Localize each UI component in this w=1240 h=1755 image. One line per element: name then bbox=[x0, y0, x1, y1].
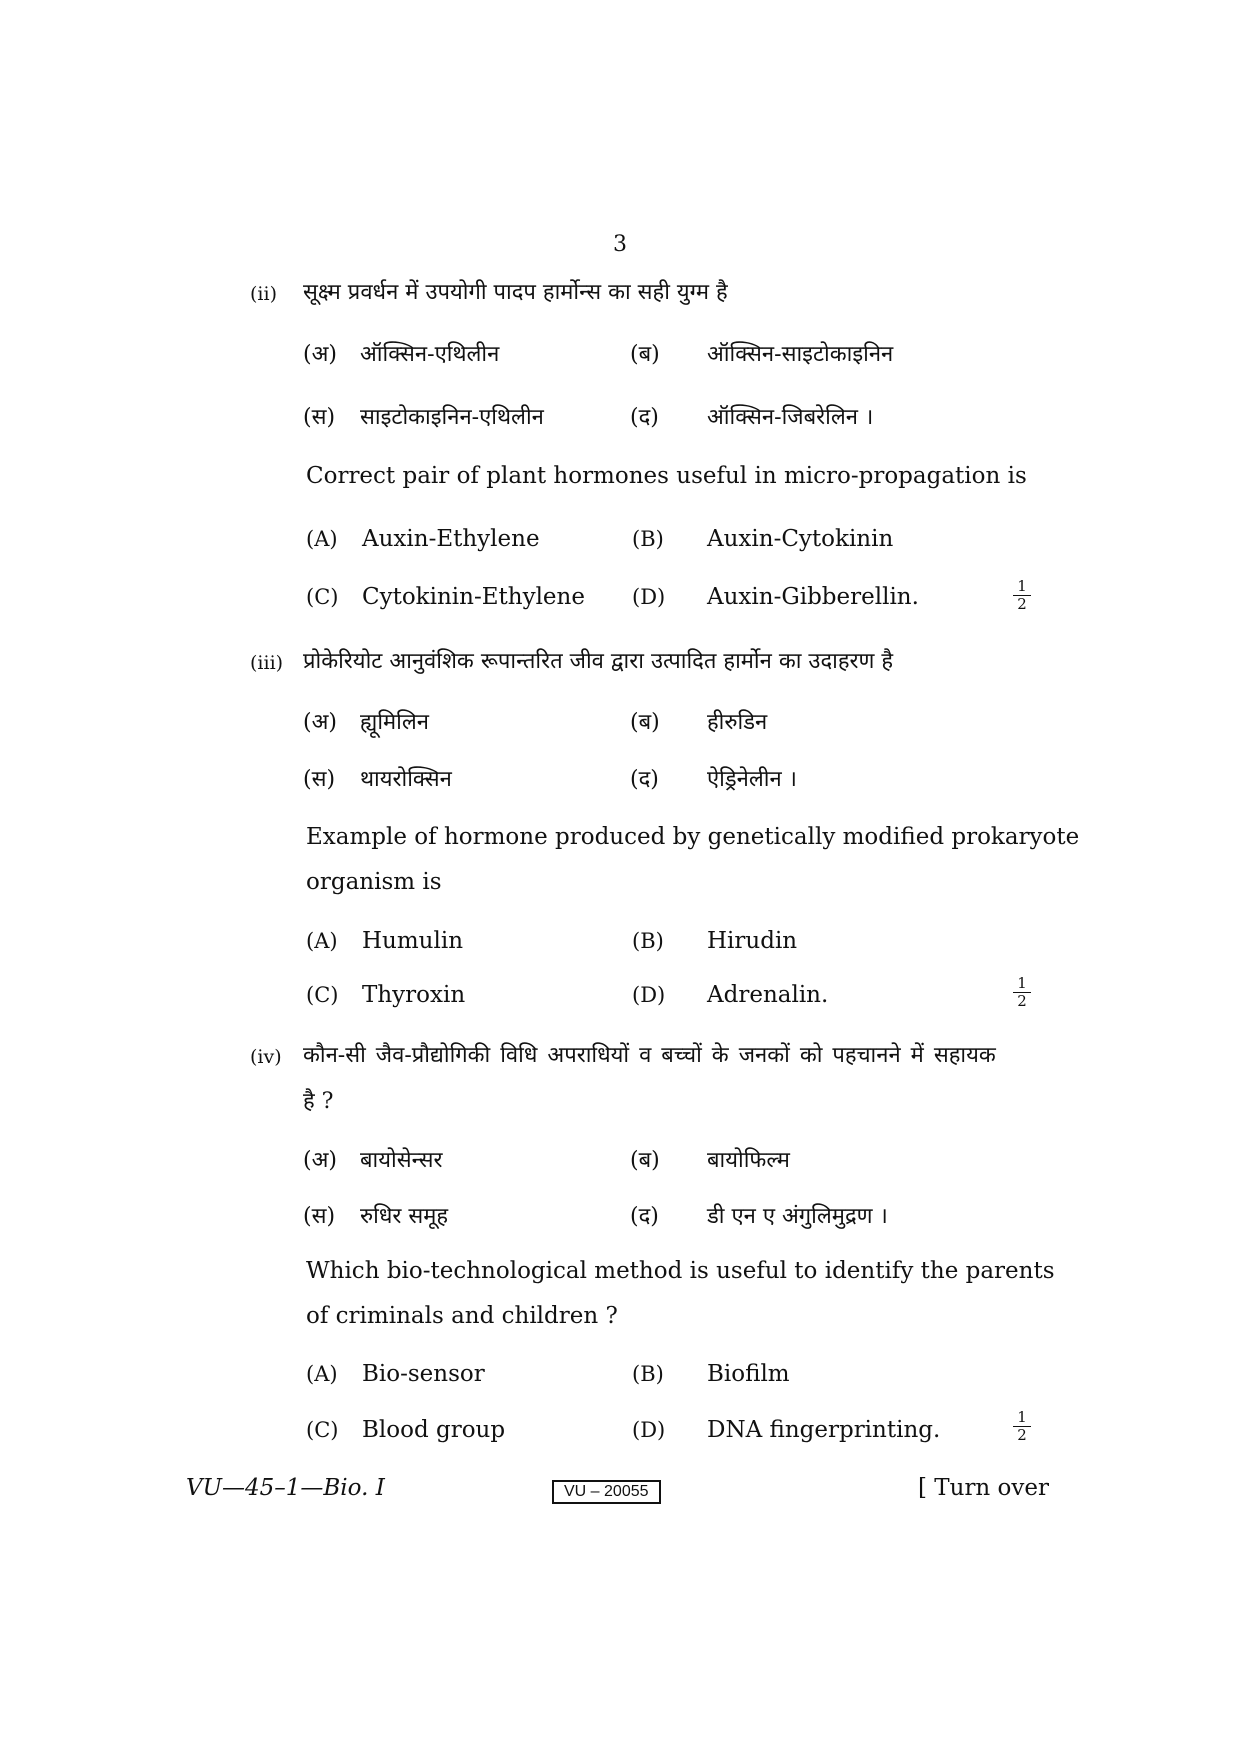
option-label: (D) bbox=[632, 585, 666, 609]
option-label: (स) bbox=[303, 1204, 336, 1229]
option-text: ऑक्सिन-साइटोकाइनिन bbox=[707, 342, 894, 367]
marks-denominator: 2 bbox=[1017, 1426, 1027, 1444]
marks-numerator: 1 bbox=[1013, 579, 1031, 596]
option-label: (B) bbox=[632, 929, 664, 953]
option-label: (D) bbox=[632, 1418, 666, 1442]
question-number: (iv) bbox=[250, 1046, 282, 1068]
option-text: बायोसेन्सर bbox=[360, 1148, 443, 1173]
option-text: Auxin-Gibberellin. bbox=[707, 584, 919, 610]
option-label: (स) bbox=[303, 767, 336, 792]
option-text: ऐड्रिनेलीन । bbox=[707, 767, 797, 792]
marks-denominator: 2 bbox=[1017, 992, 1027, 1010]
option-label: (ब) bbox=[630, 1148, 660, 1173]
hindi-question-line-2: है ? bbox=[303, 1089, 334, 1114]
option-label: (अ) bbox=[303, 342, 337, 367]
option-text: रुधिर समूह bbox=[360, 1204, 449, 1229]
english-question-line-1: Which bio-technological method is useful to identify the parents bbox=[306, 1258, 1055, 1284]
boxed-code: VU – 20055 bbox=[552, 1480, 661, 1504]
option-label: (अ) bbox=[303, 710, 337, 735]
option-text: Humulin bbox=[362, 928, 464, 954]
option-text: Auxin-Ethylene bbox=[362, 526, 540, 552]
hindi-question-text: प्रोकेरियोट आनुवंशिक रूपान्तरित जीव द्वारा उत्पादित हार्मोन का उदाहरण है bbox=[303, 649, 894, 674]
option-label: (ब) bbox=[630, 710, 660, 735]
option-text: Blood group bbox=[362, 1417, 506, 1443]
option-text: Auxin-Cytokinin bbox=[707, 526, 894, 552]
option-text: बायोफिल्म bbox=[707, 1148, 790, 1173]
paper-code: VU—45–1—Bio. I bbox=[186, 1475, 385, 1501]
page-number: 3 bbox=[613, 232, 627, 257]
option-label: (द) bbox=[630, 767, 659, 792]
option-label: (ब) bbox=[630, 342, 660, 367]
option-label: (A) bbox=[306, 527, 338, 551]
option-text: थायरोक्सिन bbox=[360, 767, 452, 792]
option-label: (स) bbox=[303, 405, 336, 430]
marks-numerator: 1 bbox=[1013, 976, 1031, 993]
english-question-line-2: of criminals and children ? bbox=[306, 1303, 618, 1329]
marks-half bbox=[1013, 976, 1031, 1009]
question-number: (ii) bbox=[250, 283, 277, 305]
option-label: (B) bbox=[632, 1362, 664, 1386]
english-question-line-1: Example of hormone produced by genetically modified prokaryote bbox=[306, 824, 1080, 850]
option-text: ह्यूमिलिन bbox=[360, 710, 429, 735]
marks-half bbox=[1013, 1410, 1031, 1443]
option-label: (अ) bbox=[303, 1148, 337, 1173]
turn-over-label: [ Turn over bbox=[918, 1475, 1050, 1501]
hindi-question-text: सूक्ष्म प्रवर्धन में उपयोगी पादप हार्मोन्स का सही युग्म है bbox=[303, 280, 728, 305]
hindi-question-line-1: कौन-सी जैव-प्रौद्योगिकी विधि अपराधियों व बच्चों के जनकों को पहचानने में सहायक bbox=[303, 1043, 996, 1068]
option-text: ऑक्सिन-एथिलीन bbox=[360, 342, 500, 367]
question-number: (iii) bbox=[250, 652, 284, 674]
option-text: साइटोकाइनिन-एथिलीन bbox=[360, 405, 544, 430]
option-text: हीरुडिन bbox=[707, 710, 768, 735]
option-label: (A) bbox=[306, 929, 338, 953]
option-text: Cytokinin-Ethylene bbox=[362, 584, 585, 610]
marks-numerator: 1 bbox=[1013, 1410, 1031, 1427]
option-text: DNA fingerprinting. bbox=[707, 1417, 941, 1443]
option-label: (C) bbox=[306, 1418, 339, 1442]
marks-denominator: 2 bbox=[1017, 595, 1027, 613]
option-text: डी एन ए अंगुलिमुद्रण । bbox=[707, 1204, 888, 1229]
option-label: (B) bbox=[632, 527, 664, 551]
english-question-line-2: organism is bbox=[306, 869, 442, 895]
option-text: Biofilm bbox=[707, 1361, 790, 1387]
option-label: (द) bbox=[630, 1204, 659, 1229]
option-text: Thyroxin bbox=[362, 982, 466, 1008]
option-text: ऑक्सिन-जिबरेलिन । bbox=[707, 405, 874, 430]
option-label: (C) bbox=[306, 983, 339, 1007]
option-text: Adrenalin. bbox=[707, 982, 829, 1008]
option-label: (द) bbox=[630, 405, 659, 430]
option-label: (D) bbox=[632, 983, 666, 1007]
marks-half bbox=[1013, 579, 1031, 612]
option-text: Bio-sensor bbox=[362, 1361, 485, 1387]
option-text: Hirudin bbox=[707, 928, 798, 954]
option-label: (C) bbox=[306, 585, 339, 609]
english-question-text: Correct pair of plant hormones useful in micro-propagation is bbox=[306, 463, 1027, 489]
option-label: (A) bbox=[306, 1362, 338, 1386]
